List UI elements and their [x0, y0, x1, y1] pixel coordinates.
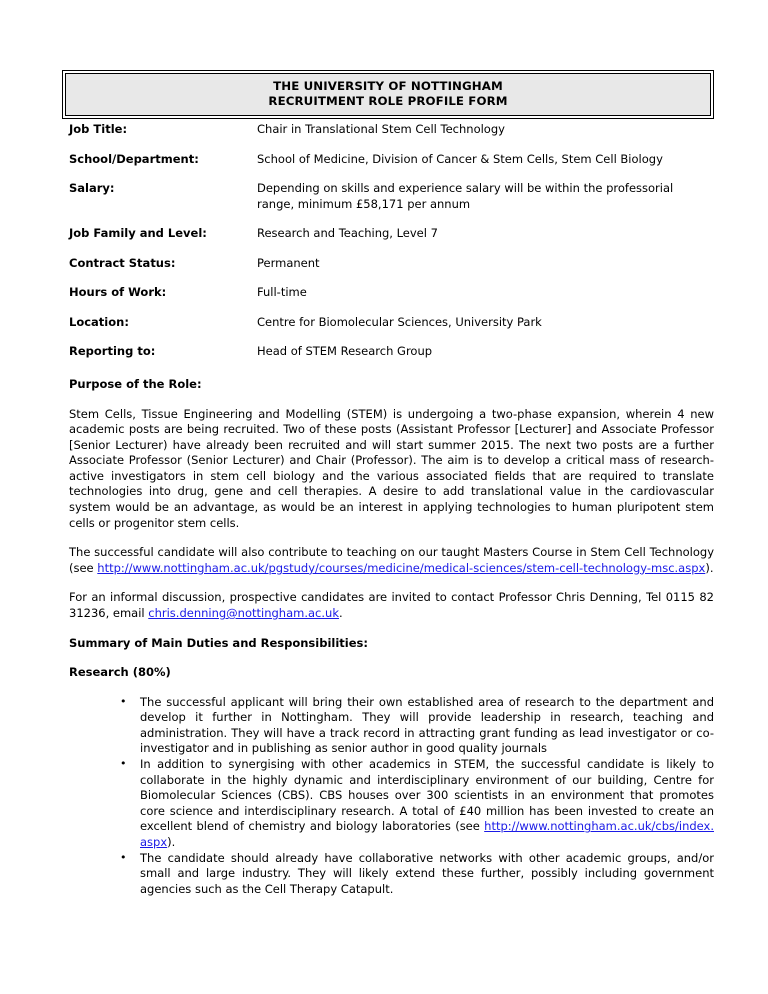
bullet-text-1: The successful applicant will bring their own established area of research to the department and develop it further in Nottingham. They will provide leadership in research, teaching and administration. They will have a track record in attracting grant funding as lead investigator or co-investigator and in publishing as senior author in good quality journals [140, 694, 714, 756]
purpose-paragraph-1: Stem Cells, Tissue Engineering and Modelling (STEM) is undergoing a two-phase expansion, wherein 4 new academic posts are being recruited. Two of these posts (Assistant Professor [Lecturer] and Associate Professor [Senior Lecturer) have already been recruited and will start summer 2015. The next two posts are a further Associate Professor (Senior Lecturer) and Chair (Professor). The aim is to develop a critical mass of research-active investigators in stem cell biology and the various associated fields that are required to translate technologies into drug, gene and cell therapies. A desire to add translational value in the cardiovascular system would be an advantage, as would be an interest in applying technologies to human pluripotent stem cells or progenitor stem cells. [69, 406, 714, 530]
masters-course-link[interactable]: http://www.nottingham.ac.uk/pgstudy/courses/medicine/medical-sciences/stem-cell-technology-msc.aspx [97, 560, 706, 575]
field-label-reporting-to: Reporting to: [69, 344, 156, 358]
list-item [120, 757, 714, 851]
cbs-website-link[interactable]: http://www.nottingham.ac.uk/cbs/index.aspx [140, 819, 714, 849]
field-value-school-department: School of Medicine, Division of Cancer & Stem Cells, Stem Cell Biology [257, 151, 663, 166]
document-title-line-2: RECRUITMENT ROLE PROFILE FORM [268, 94, 508, 108]
field-label-salary: Salary: [69, 181, 115, 195]
field-value-salary: Depending on skills and experience salary will be within the professorial range, minimum £58,171 per annum [257, 181, 674, 211]
purpose-of-the-role-heading: Purpose of the Role: [69, 377, 202, 391]
list-item [120, 695, 714, 757]
summary-of-duties-heading: Summary of Main Duties and Responsibilities: [69, 635, 368, 650]
duties-bullet-list [69, 695, 714, 898]
field-row-location [69, 315, 714, 331]
field-row-job-family-and-level [69, 226, 714, 242]
field-row-salary [69, 181, 714, 212]
field-value-job-title: Chair in Translational Stem Cell Technology [257, 122, 505, 136]
document-body [69, 377, 714, 897]
bullet-text-2-before: In addition to synergising with other academics in STEM, the successful candidate is likely to collaborate in the highly dynamic and interdisciplinary environment of our building, Centre for Biomolecular Sciences (CBS). CBS houses over 300 scientists in an environment that promotes core science and interdisciplinary research. A total of £40 million has been invested to create an excellent blend of chemistry and biology laboratories (see [140, 757, 714, 834]
contact-email-link[interactable]: chris.denning@nottingham.ac.uk [148, 606, 339, 621]
purpose-paragraph-3-text-before: For an informal discussion, prospective candidates are invited to contact Professor Chris Denning, Tel 0115 82 31236, email [69, 590, 714, 621]
field-value-location: Centre for Biomolecular Sciences, University Park [257, 314, 542, 329]
role-details-fields [69, 122, 714, 374]
field-row-hours-of-work [69, 285, 714, 301]
field-label-school-department: School/Department: [69, 151, 199, 166]
field-row-contract-status [69, 256, 714, 272]
purpose-paragraph-3-text-after: . [338, 606, 343, 621]
document-title-box-inner [65, 73, 711, 116]
field-value-contract-status: Permanent [257, 255, 320, 270]
purpose-paragraph-2 [69, 545, 714, 576]
document-title-line-1: THE UNIVERSITY OF NOTTINGHAM [273, 79, 503, 93]
research-subheading: Research (80%) [69, 665, 171, 680]
field-label-contract-status: Contract Status: [69, 255, 176, 270]
field-label-job-family-and-level: Job Family and Level: [69, 226, 207, 240]
field-label-hours-of-work: Hours of Work: [69, 285, 167, 299]
field-row-school-department [69, 152, 714, 168]
document-title-box [62, 70, 714, 119]
field-value-hours-of-work: Full-time [257, 285, 307, 299]
field-row-job-title [69, 122, 714, 138]
field-label-job-title: Job Title: [69, 122, 128, 136]
list-item [120, 851, 714, 898]
field-row-reporting-to [69, 344, 714, 360]
field-label-location: Location: [69, 314, 129, 329]
bullet-text-3: The candidate should already have collaborative networks with other academic groups, and/or small and large industry. They will likely extend these further, possibly including government agencies such as the Cell Therapy Catapult. [140, 850, 714, 896]
field-value-reporting-to: Head of STEM Research Group [257, 344, 433, 358]
purpose-paragraph-2-text-before: The successful candidate will also contribute to teaching on our taught Masters Course in Stem Cell Technology (see [69, 545, 714, 575]
purpose-paragraph-2-text-after: ). [705, 560, 714, 575]
field-value-job-family-and-level: Research and Teaching, Level 7 [257, 226, 438, 240]
purpose-paragraph-3 [69, 590, 714, 621]
bullet-text-2-after: ). [167, 834, 176, 849]
